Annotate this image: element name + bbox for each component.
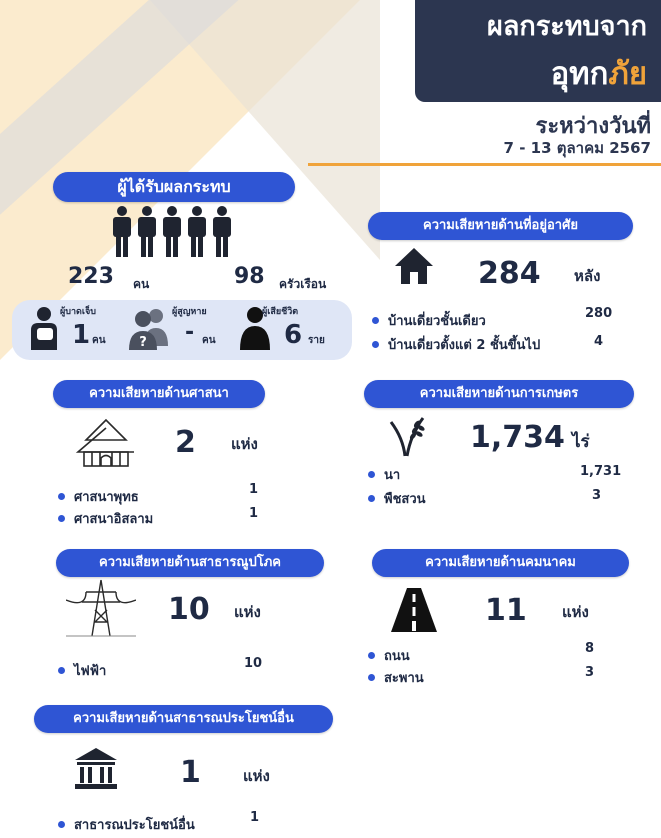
agriculture-item: พืชสวน [368, 488, 426, 509]
households-value: 98 [234, 264, 265, 289]
missing-person-icon [128, 306, 170, 350]
temple-icon [74, 418, 138, 468]
dead-label: ผู้เสียชีวิต [262, 307, 299, 317]
missing-unit: คน [202, 335, 216, 346]
housing-item-value: 4 [594, 334, 604, 349]
utilities-value: 10 [168, 592, 210, 627]
religion-item: ศาสนาพุทธ [58, 486, 139, 507]
injured-unit: คน [92, 335, 106, 346]
transport-item: สะพาน [368, 667, 424, 688]
agriculture-item: นา [368, 464, 400, 485]
housing-item: บ้านเดี่ยวชั้นเดียว [372, 310, 486, 331]
utilities-heading: ความเสียหายด้านสาธารณูปโภค [56, 549, 324, 577]
rice-plant-icon [385, 412, 427, 458]
transport-unit: แห่ง [562, 603, 589, 621]
title-line2 [551, 48, 647, 98]
housing-item: บ้านเดี่ยวตั้งแต่ 2 ชั้นขึ้นไป [372, 334, 540, 355]
agriculture-value: 1,734 [470, 420, 565, 455]
religion-item: ศาสนาอิสลาม [58, 508, 153, 529]
people-unit: คน [133, 277, 150, 291]
utilities-item: ไฟฟ้า [58, 660, 106, 681]
public-item-value: 1 [250, 810, 260, 825]
title-line1: ผลกระทบจาก [487, 11, 647, 42]
agriculture-item-value: 3 [592, 488, 602, 503]
dead-unit: ราย [308, 335, 325, 346]
public-item: สาธารณประโยชน์อื่น [58, 814, 195, 835]
households-unit: ครัวเรือน [279, 277, 327, 291]
religion-item-value: 1 [249, 482, 259, 497]
title-line2-main: อุทก [550, 56, 609, 92]
transport-item: ถนน [368, 645, 410, 666]
injured-person-icon [28, 306, 60, 350]
transport-value: 11 [485, 593, 527, 628]
house-icon [393, 246, 435, 286]
power-tower-icon [66, 578, 136, 638]
agriculture-unit: ไร่ [572, 432, 590, 452]
road-icon [391, 588, 437, 632]
transport-item-value: 3 [585, 665, 595, 680]
religion-item-value: 1 [249, 506, 259, 521]
religion-heading: ความเสียหายด้านศาสนา [53, 380, 265, 408]
housing-item-value: 280 [585, 306, 613, 321]
agriculture-heading: ความเสียหายด้านการเกษตร [364, 380, 634, 408]
title-banner [415, 0, 661, 102]
svg-text:?: ? [139, 335, 147, 350]
housing-heading: ความเสียหายด้านที่อยู่อาศัย [368, 212, 633, 240]
divider [308, 163, 661, 166]
public-building-icon [73, 746, 119, 790]
period-dates: 7 - 13 ตุลาคม 2567 [503, 139, 651, 157]
transport-heading: ความเสียหายด้านคมนาคม [372, 549, 629, 577]
public-heading: ความเสียหายด้านสาธารณประโยชน์อื่น [34, 705, 333, 733]
utilities-unit: แห่ง [234, 603, 261, 621]
injured-label: ผู้บาดเจ็บ [60, 307, 96, 317]
people-value: 223 [68, 264, 114, 289]
utilities-item-value: 10 [244, 656, 263, 671]
dead-value: 6 [284, 320, 303, 350]
religion-unit: แห่ง [231, 435, 258, 453]
transport-item-value: 8 [585, 641, 595, 656]
title-line2-accent: ภัย [608, 56, 647, 92]
public-unit: แห่ง [243, 767, 270, 785]
injured-value: 1 [72, 320, 91, 350]
housing-value: 284 [478, 256, 541, 291]
religion-value: 2 [175, 425, 196, 460]
public-value: 1 [180, 755, 201, 790]
period-label: ระหว่างวันที่ [535, 114, 651, 139]
missing-value: - [185, 320, 195, 345]
missing-label: ผู้สูญหาย [172, 307, 207, 317]
housing-unit: หลัง [574, 267, 601, 285]
people-group-icon [110, 205, 234, 259]
affected-heading: ผู้ได้รับผลกระทบ [53, 172, 295, 202]
agriculture-item-value: 1,731 [580, 464, 622, 479]
